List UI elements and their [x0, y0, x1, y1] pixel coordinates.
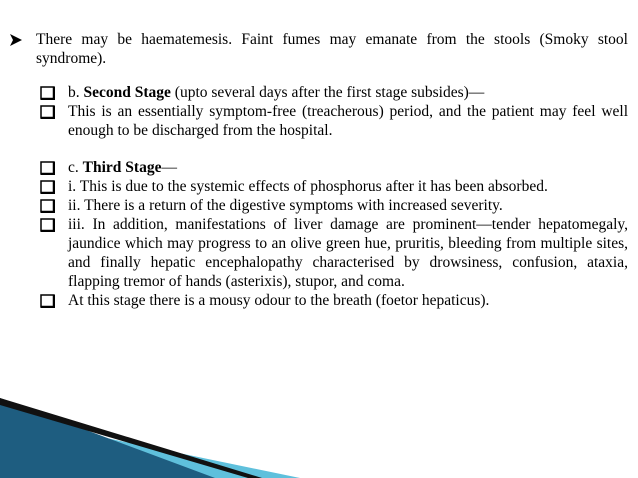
second-stage-detail	[10, 102, 628, 140]
second-stage-prefix: b.	[68, 84, 84, 101]
slide-body	[10, 30, 628, 310]
third-stage-item-text: ii. There is a return of the digestive symptoms with increased severity.	[68, 197, 503, 214]
third-stage-prefix: c.	[68, 159, 83, 176]
hollow-square-bullet-icon	[40, 180, 55, 194]
black-stripe	[0, 398, 262, 478]
third-stage-item-1	[10, 177, 628, 196]
second-stage-heading	[10, 83, 628, 102]
hollow-square-bullet-icon	[40, 105, 55, 119]
hollow-square-bullet-icon	[40, 161, 55, 175]
third-stage-item-4	[10, 291, 628, 310]
second-stage-title: Second Stage	[83, 84, 171, 101]
intro-bullet	[10, 30, 628, 68]
third-stage-item-text: iii. In addition, manifestations of liver damage are prominent—tender hepatomegaly, jaundice which may progress to an olive green hue, pruritis, bleeding from multiple sites, and finally hepatic encephalopathy characterised by drowsiness, confusion, ataxia, flapping tremor of hands (asterixis), stupor, and coma.	[68, 216, 628, 290]
light-blue-stripe	[0, 416, 300, 478]
intro-text: There may be haematemesis. Faint fumes may emanate from the stools (Smoky stool syndrome).	[36, 31, 628, 67]
hollow-square-bullet-icon	[40, 199, 55, 213]
third-stage-item-text: At this stage there is a mousy odour to the breath (foetor hepaticus).	[68, 292, 490, 309]
second-stage-subtitle: (upto several days after the first stage subsides)—	[170, 84, 485, 101]
third-stage-heading	[10, 158, 628, 177]
second-stage-detail-text: This is an essentially symptom-free (treacherous) period, and the patient may feel well enough to be discharged from the hospital.	[68, 103, 628, 139]
hollow-square-bullet-icon	[40, 294, 55, 308]
third-stage-item-3	[10, 215, 628, 291]
arrowhead-bullet-icon	[10, 34, 22, 46]
third-stage-item-text: i. This is due to the systemic effects of phosphorus after it has been absorbed.	[68, 178, 548, 195]
third-stage-title: Third Stage	[82, 159, 162, 176]
hollow-square-bullet-icon	[40, 218, 55, 232]
dark-blue-wedge	[0, 398, 215, 478]
hollow-square-bullet-icon	[40, 86, 55, 100]
third-stage-item-2	[10, 196, 628, 215]
third-stage-dash: —	[161, 159, 177, 176]
